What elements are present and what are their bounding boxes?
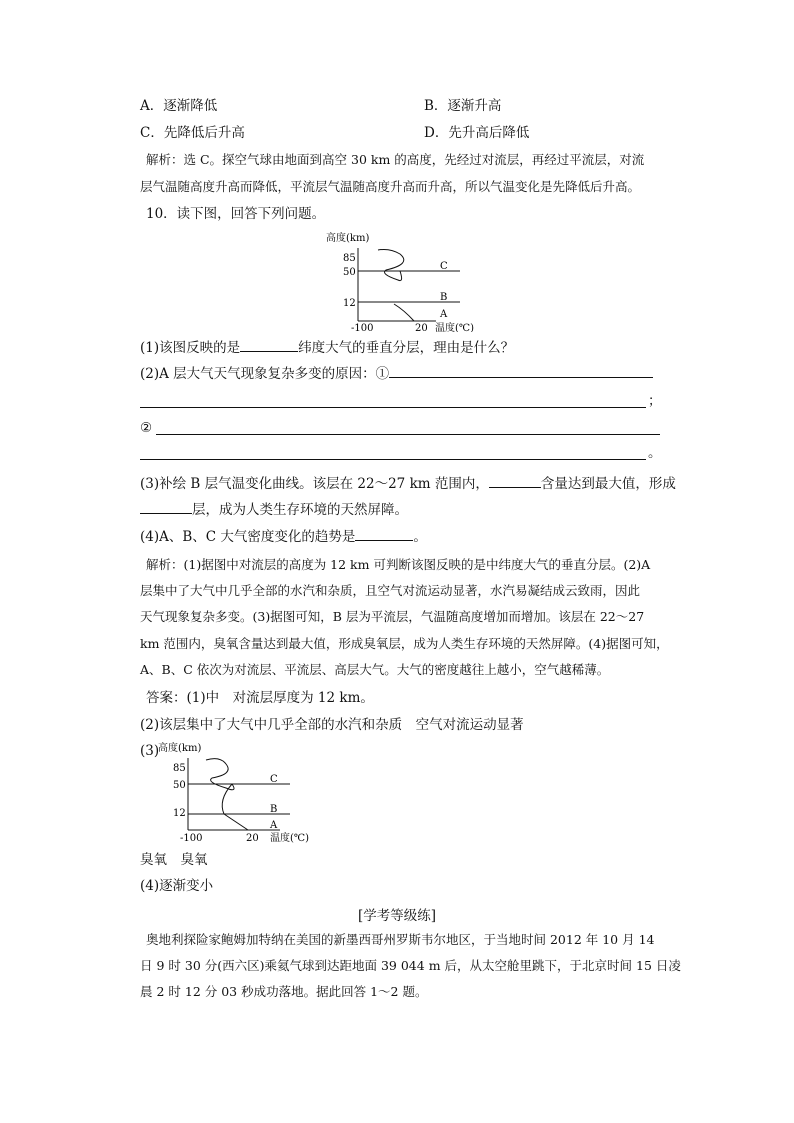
- chart1-label-a: A: [440, 309, 448, 320]
- option-a: A．逐渐降低: [140, 98, 218, 114]
- section-title: [学考等级练]: [357, 908, 437, 924]
- answer-3-label: (3): [140, 743, 160, 759]
- answer-1: 答案：(1)中 对流层厚度为 12 km。: [146, 690, 374, 706]
- blank-3b[interactable]: [140, 500, 192, 514]
- chart1-label-b: B: [440, 292, 448, 303]
- q10-title: 10．读下图，回答下列问题。: [146, 206, 326, 222]
- chart1-ytick-85: 85: [343, 253, 356, 264]
- chart-layers-2: [150, 738, 340, 848]
- q10-analysis-line3: 天气现象复杂多变。(3)据图可知，B 层为平流层，气温随高度增加而增加。该层在 22～27: [140, 609, 645, 624]
- chart2-ytick-12: 12: [173, 808, 186, 819]
- section-line2: 日 9 时 30 分(西六区)乘氦气球到达距地面 39 044 m 后，从太空舱里跳下，于北京时间 15 日凌: [140, 958, 681, 973]
- blank-4[interactable]: [355, 527, 413, 541]
- answer-4: (4)逐渐变小: [140, 878, 214, 894]
- q9-analysis-line1: 解析：选 C。探空气球由地面到高空 30 km 的高度，先经过对流层，再经过平流层，对流: [146, 152, 645, 167]
- option-b: B．逐渐升高: [424, 98, 502, 114]
- answer-line-2b[interactable]: [156, 434, 660, 435]
- chart2-label-c: C: [270, 774, 278, 785]
- q10-analysis-line1: 解析：(1)据图中对流层的高度为 12 km 可判断该图反映的是中纬度大气的垂直分层。(2)A: [146, 557, 651, 572]
- chart2-ylabel: 高度(km): [158, 743, 202, 754]
- section-line3: 晨 2 时 12 分 03 秒成功落地。据此回答 1～2 题。: [140, 984, 428, 999]
- q9-analysis-line2: 层气温随高度升高而降低，平流层气温随高度升高而升高，所以气温变化是先降低后升高。: [140, 179, 641, 194]
- chart2-xtick-20: 20: [246, 833, 259, 844]
- q10-part3-line2: 层，成为人类生存环境的天然屏障。: [140, 500, 408, 519]
- chart1-xlabel: 温度(℃): [435, 323, 474, 332]
- chart1-xtick-neg100: -100: [351, 323, 374, 332]
- option-c: C．先降低后升高: [140, 125, 245, 141]
- blank-3a[interactable]: [489, 474, 541, 488]
- answer-2: (2)该层集中了大气中几乎全部的水汽和杂质 空气对流运动显著: [140, 717, 524, 733]
- chart1-xtick-20: 20: [415, 323, 428, 332]
- semicolon: ；: [648, 393, 662, 409]
- blank-2a[interactable]: [389, 364, 653, 378]
- chart1-ytick-12: 12: [343, 298, 356, 309]
- blank-1[interactable]: [240, 338, 298, 352]
- chart2-curve-a: [224, 814, 248, 830]
- answer-3-text: 臭氧 臭氧: [140, 852, 208, 868]
- option-d: D．先升高后降低: [424, 125, 530, 141]
- chart2-xlabel: 温度(℃): [270, 833, 309, 844]
- chart2-label-b: B: [270, 804, 278, 815]
- q10-analysis-line5: A、B、C 依次为对流层、平流层、高层大气。大气的密度越往上越小，空气越稀薄。: [140, 662, 610, 677]
- q10-part2: (2)A 层大气天气现象复杂多变的原因：①: [140, 364, 653, 383]
- section-line1: 奥地利探险家鲍姆加特纳在美国的新墨西哥州罗斯韦尔地区，于当地时间 2012 年 10 月 14: [146, 932, 655, 947]
- chart-layers-1: [320, 228, 500, 332]
- circle-2: ②: [140, 420, 153, 436]
- q10-part1: (1)该图反映的是 纬度大气的垂直分层，理由是什么？: [140, 340, 515, 356]
- chart1-ytick-50: 50: [343, 267, 356, 278]
- q10-part3-line1: (3)补绘 B 层气温变化曲线。该层在 22～27 km 范围内， 含量达到最大值，形成: [140, 476, 676, 492]
- period: 。: [648, 445, 662, 461]
- chart1-curve-c: [378, 250, 404, 281]
- chart2-curve-c: [206, 759, 234, 790]
- chart1-ylabel: 高度(km): [326, 233, 370, 244]
- chart2-xtick-neg100: -100: [180, 833, 203, 844]
- chart2-ytick-85: 85: [173, 763, 186, 774]
- chart2-ytick-50: 50: [173, 780, 186, 791]
- q10-analysis-line2: 层集中了大气中几乎全部的水汽和杂质，且空气对流运动显著，水汽易凝结成云致雨，因此: [140, 583, 641, 598]
- chart2-label-a: A: [270, 820, 278, 831]
- answer-line-2a-cont[interactable]: [140, 407, 646, 408]
- chart1-label-c: C: [440, 261, 448, 272]
- q10-analysis-line4: km 范围内，臭氧含量达到最大值，形成臭氧层，成为人类生存环境的天然屏障。(4)据图可知，: [140, 636, 669, 651]
- q10-part4: (4)A、B、C 大气密度变化的趋势是 。: [140, 529, 427, 545]
- chart1-curve-a: [394, 304, 414, 321]
- answer-line-2b-cont[interactable]: [140, 459, 646, 460]
